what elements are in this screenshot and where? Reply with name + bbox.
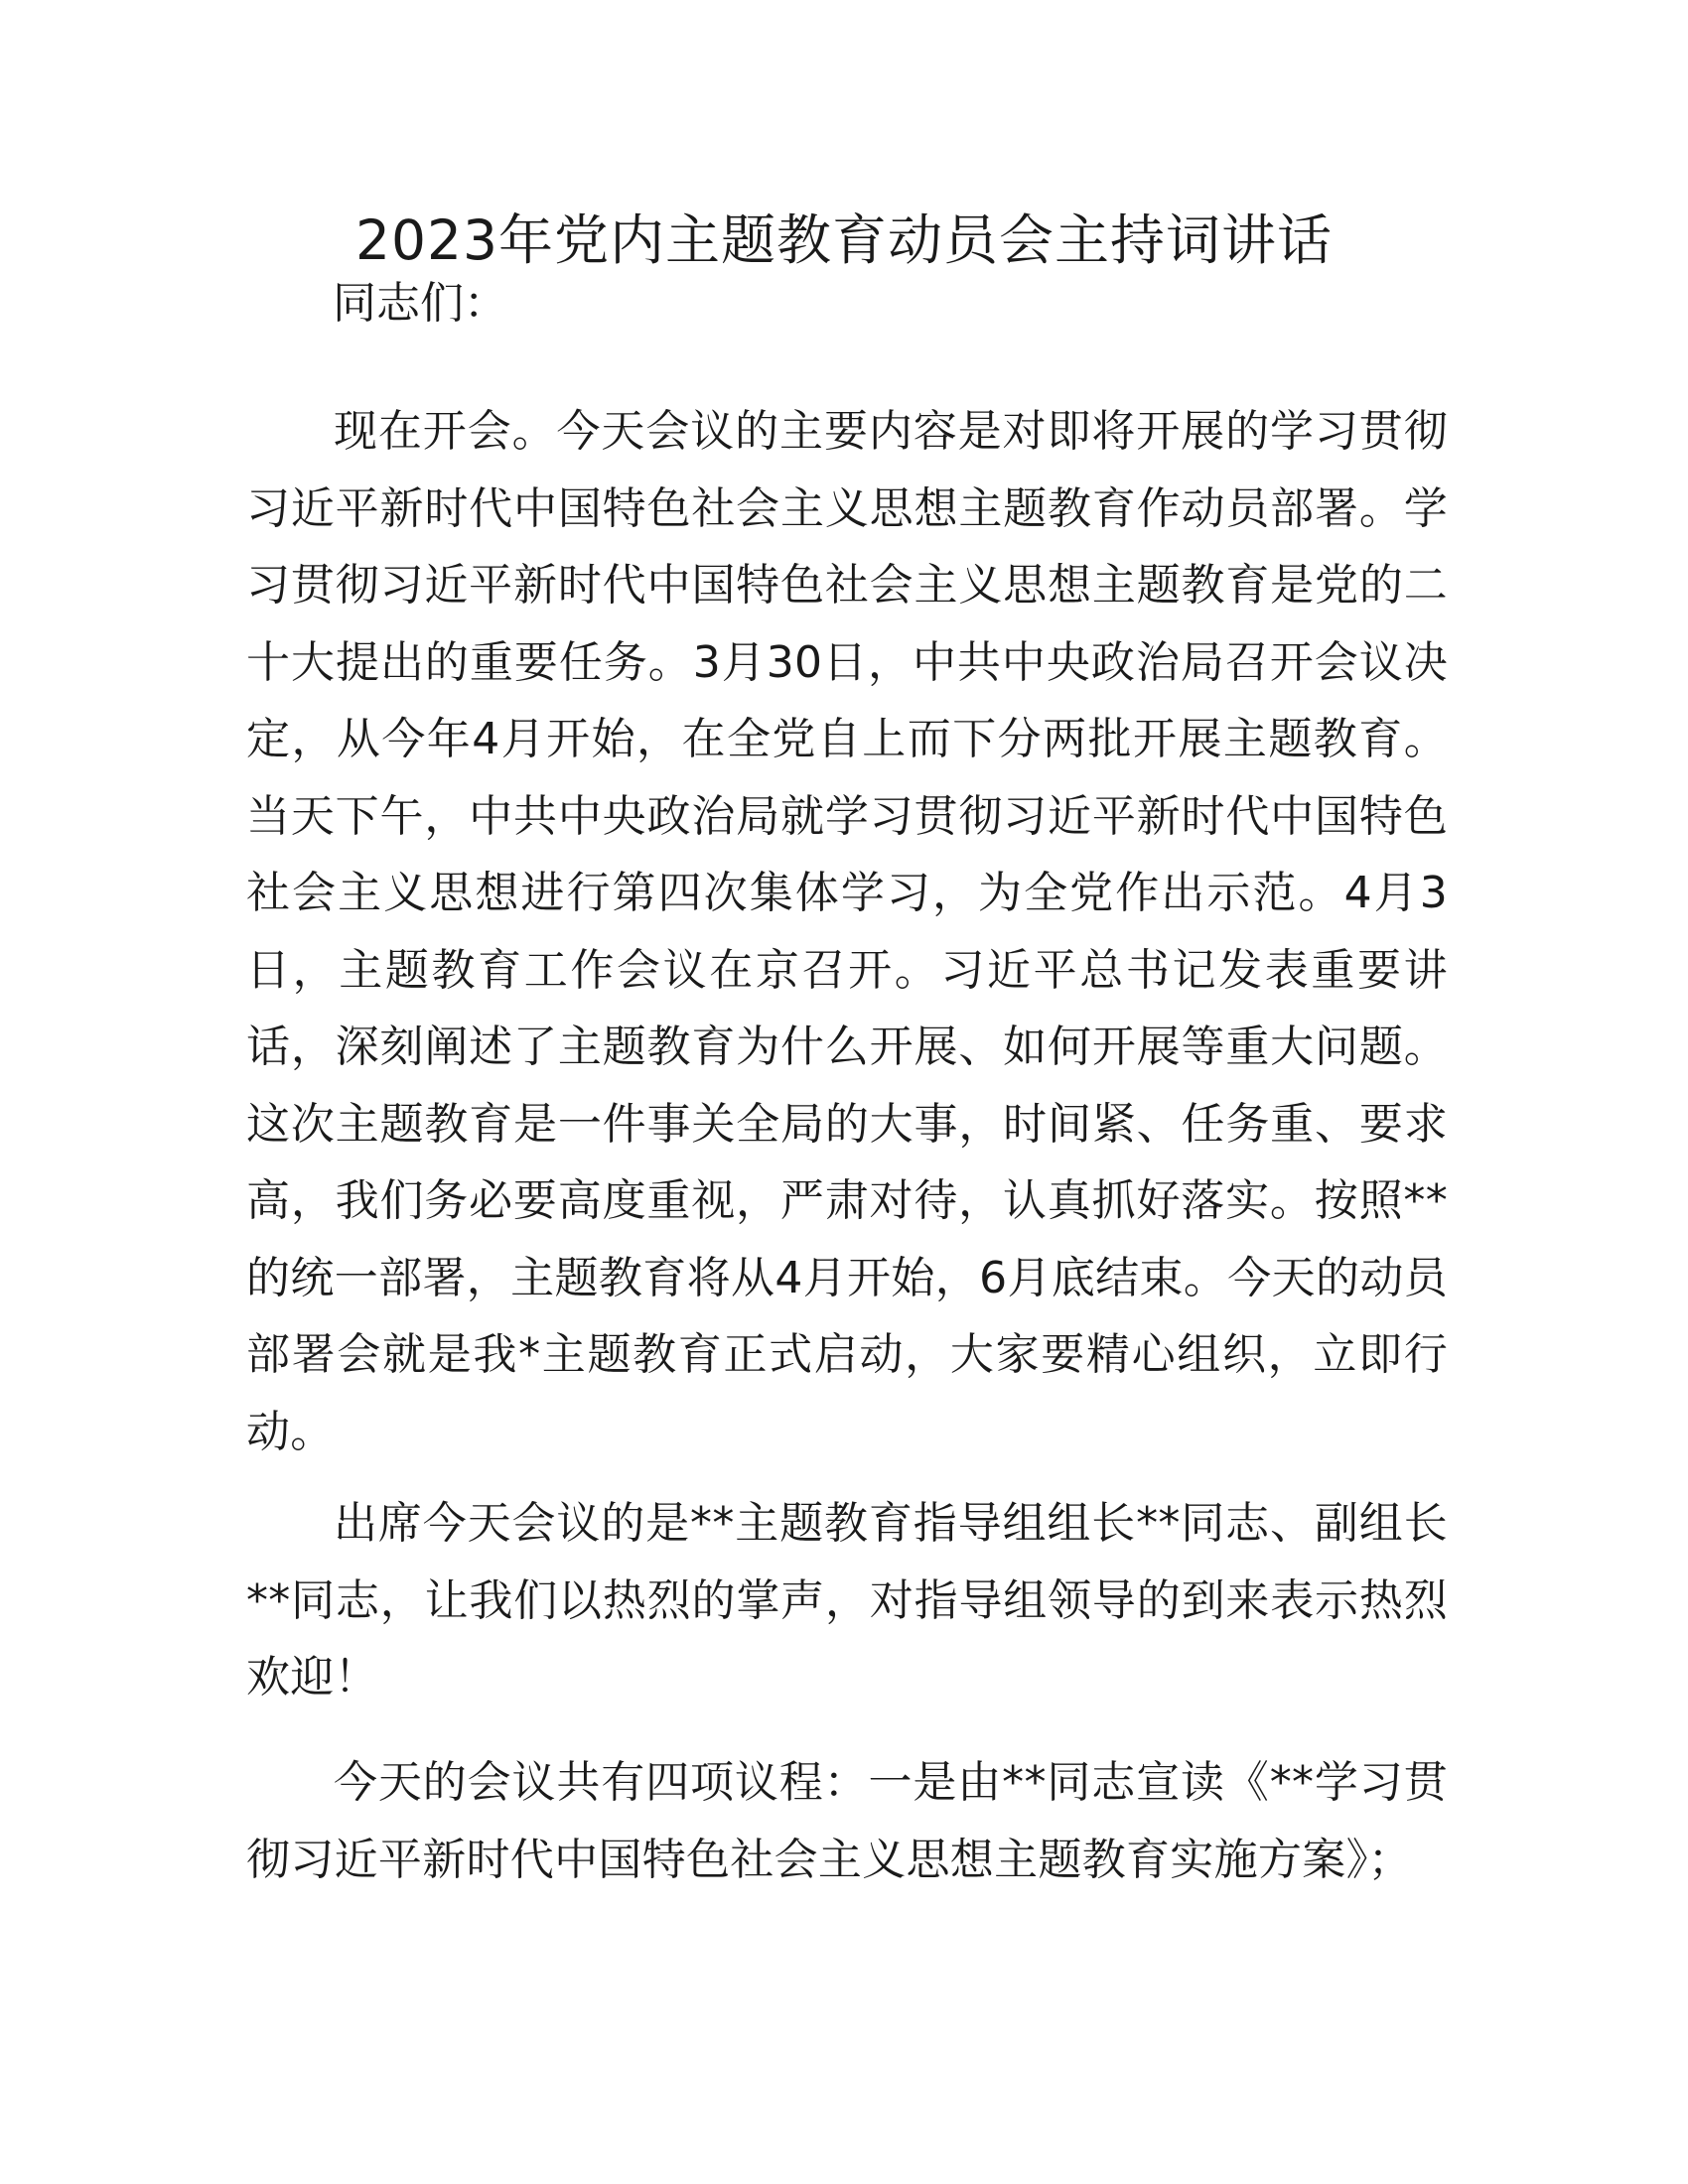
- paragraph-opening: 现在开会。今天会议的主要内容是对即将开展的学习贯彻习近平新时代中国特色社会主义思想主题教育作动员部署。学习贯彻习近平新时代中国特色社会主义思想主题教育是党的二十大提出的重要任务。3月30日，中共中央政治局召开会议决定，从今年4月开始，在全党自上而下分两批开展主题教育。当天下午，中共中央政治局就学习贯彻习近平新时代中国特色社会主义思想进行第四次集体学习，为全党作出示范。4月3日，主题教育工作会议在京召开。习近平总书记发表重要讲话，深刻阐述了主题教育为什么开展、如何开展等重大问题。这次主题教育是一件事关全局的大事，时间紧、任务重、要求高，我们务必要高度重视，严肃对待，认真抓好落实。按照**的统一部署，主题教育将从4月开始，6月底结束。今天的动员部署会就是我*主题教育正式启动，大家要精心组织，立即行动。: [246, 406, 1448, 1457]
- paragraph-attendees: 出席今天会议的是**主题教育指导组组长**同志、副组长**同志，让我们以热烈的掌声，对指导组领导的到来表示热烈欢迎！: [246, 1498, 1448, 1703]
- paragraph-agenda: 今天的会议共有四项议程：一是由**同志宣读《**学习贯彻习近平新时代中国特色社会主义思想主题教育实施方案》；: [246, 1757, 1448, 1885]
- document-title: 2023年党内主题教育动员会主持词讲话: [355, 208, 1333, 272]
- salutation: 同志们：: [333, 278, 507, 329]
